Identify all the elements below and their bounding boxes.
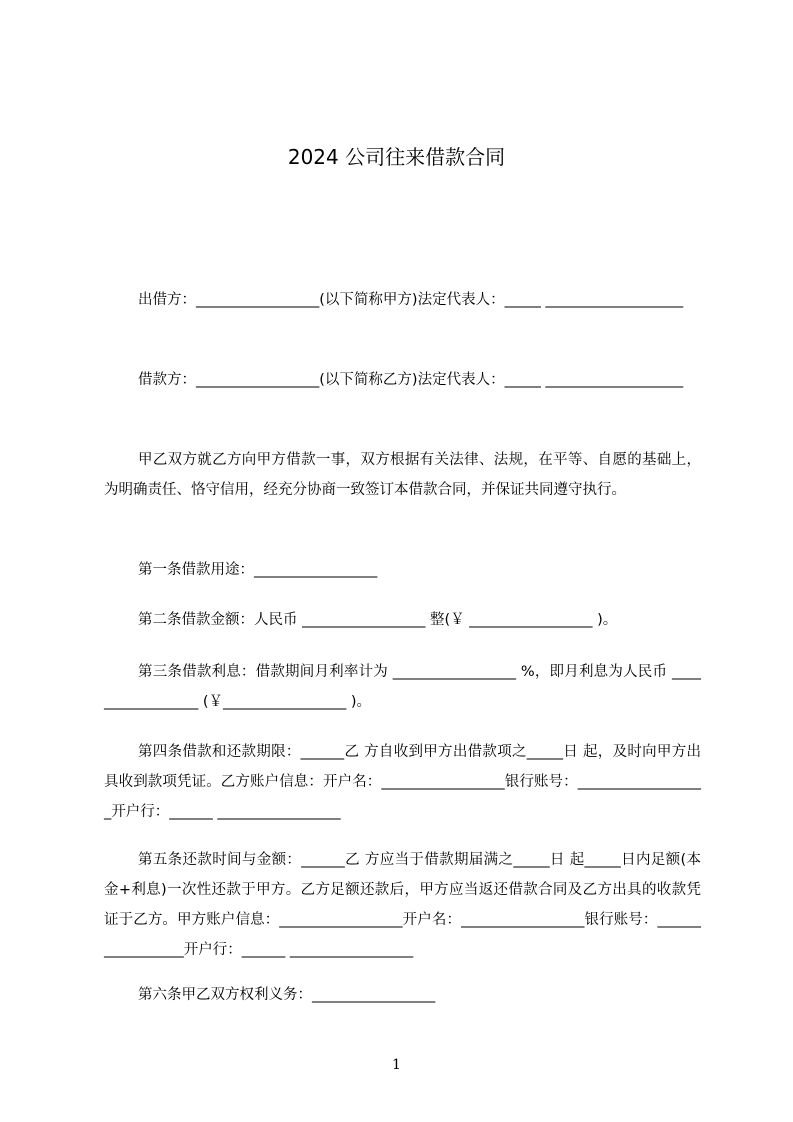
preamble-paragraph: 甲乙双方就乙方向甲方借款一事，双方根据有关法律、法规，在平等、自愿的基础上，为明确责任、恪守信用，经充分协商一致签订本借款合同，并保证共同遵守执行。 — [104, 452, 701, 498]
lender-clause: 出借方：_________________(以下简称甲方)法定代表人：_____ ___________________ — [138, 292, 684, 308]
article-3-loan-interest: 第三条借款利息：借款期间月利率计为 _________________ %，即月利息为人民币 _________________ (￥_________________ )。 — [104, 664, 701, 710]
article-1-loan-purpose: 第一条借款用途：_________________ — [138, 562, 378, 578]
article-5-repayment: 第五条还款时间与金额：______乙 方应当于借款期届满之_____日 起_____日内足额(本金+利息)一次性还款于甲方。乙方足额还款后，甲方应当返还借款合同及乙方出具的收款凭证于乙方。甲方账户信息：_________________开户名：_________________银行账号：_________________开户行：______ _________________ — [104, 852, 701, 958]
article-6-rights-obligations: 第六条甲乙双方权利义务：_________________ — [138, 987, 436, 1003]
borrower-clause: 借款方：_________________(以下简称乙方)法定代表人：_____ ___________________ — [138, 372, 684, 388]
page-number: 1 — [392, 1057, 401, 1073]
article-4-loan-term: 第四条借款和还款期限：______乙 方自收到甲方出借款项之_____日 起，及时向甲方出具收到款项凭证。乙方账户信息：开户名：_________________银行账号：__________________开户行：______ _________________ — [104, 744, 701, 820]
document-title: 2024 公司往来借款合同 — [287, 145, 506, 169]
article-2-loan-amount: 第二条借款金额：人民币 _________________ 整(￥ _________________ )。 — [138, 612, 618, 628]
